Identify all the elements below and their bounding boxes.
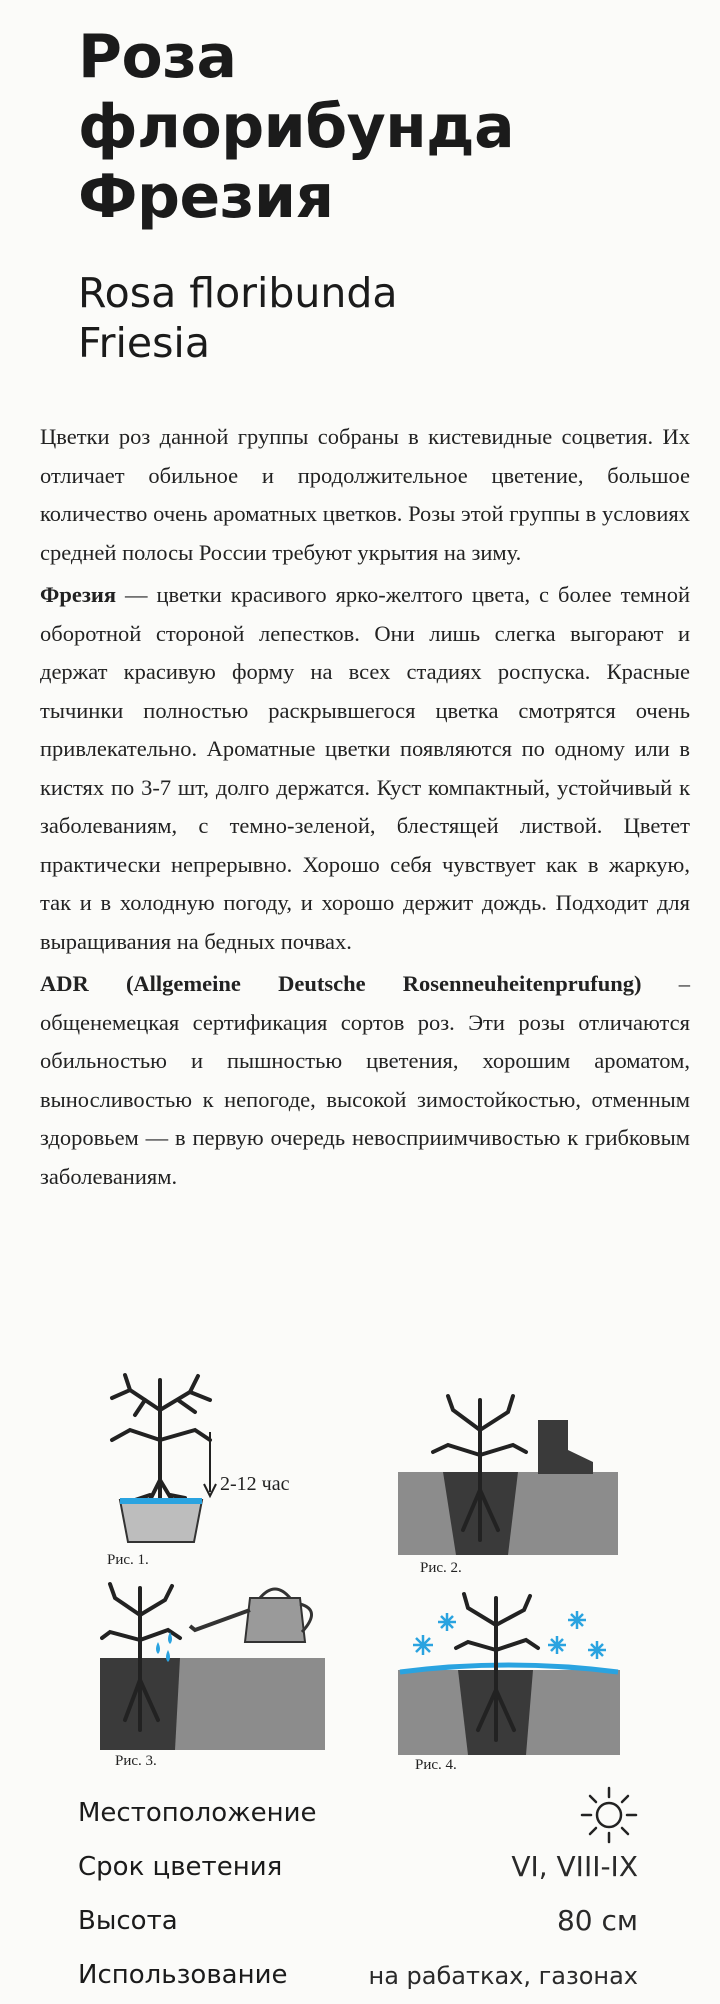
latin-name-line: Rosa floribunda <box>78 269 398 317</box>
info-label: Срок цветения <box>78 1852 283 1882</box>
title-line: Фрезия <box>78 162 334 232</box>
info-row-bloom-period <box>78 1852 638 1896</box>
bucket-icon <box>120 1500 202 1542</box>
info-label: Местоположение <box>78 1798 317 1828</box>
paragraph-lead: ADR (Allgemeine Deutsche Rosenneuheitenprufung) <box>40 971 642 996</box>
info-value: VI, VIII-IX <box>511 1850 638 1883</box>
figure-1-caption: Рис. 1. <box>107 1552 149 1568</box>
figure-2-caption: Рис. 2. <box>420 1560 462 1576</box>
figure-3-caption: Рис. 3. <box>115 1753 157 1769</box>
info-value: 80 см <box>556 1904 638 1937</box>
figure-3-watering <box>100 1580 325 1750</box>
paragraph <box>40 418 690 572</box>
water-drops <box>156 1632 172 1662</box>
latin-name <box>78 268 398 368</box>
latin-name-line: Friesia <box>78 319 210 367</box>
water-line <box>120 1498 202 1504</box>
paragraph <box>40 576 690 961</box>
paragraph-lead: Фрезия <box>40 582 117 607</box>
info-label: Использование <box>78 1960 288 1990</box>
paragraph-text: — цветки красивого ярко-желтого цвета, с более темной оборотной стороной лепестков. Они лишь слегка выгорают и держат красивую форму на всех стадиях роспуска. Красные тычинки полностью раскрывшегося цветка смотрятся очень привлекательно. Ароматные цветки появляются по одному или в кистях по 3-7 шт, долго держатся. Куст компактный, устойчивый к заболеваниям, с темно-зеленой, блестящей листвой. Цветет практически непрерывно. Хорошо себя чувствует как в жаркую, так и в холодную погоду, и хорошо держит дождь. Подходит для выращивания на бедных почвах. <box>40 582 690 954</box>
info-value: на рабатках, газонах <box>368 1962 638 1990</box>
paragraph-text: – общенемецкая сертификация сортов роз. Эти розы отличаются обильностью и пышностью цветения, хорошим ароматом, выносливостью к непогоде, высокой зимостойкостью, отменным здоровьем — в первую очередь невосприимчивостью к грибковым заболеваниям. <box>40 971 691 1189</box>
figure-2-planting <box>398 1390 618 1555</box>
figure-4-winter-cover <box>398 1590 620 1755</box>
page-title <box>78 22 514 232</box>
description <box>40 418 690 1200</box>
info-row-location <box>78 1798 638 1842</box>
info-row-usage <box>78 1960 638 2004</box>
sun-icon <box>580 1786 638 1844</box>
info-label: Высота <box>78 1906 178 1936</box>
info-row-height <box>78 1906 638 1950</box>
watering-can-icon <box>190 1589 312 1642</box>
paragraph <box>40 965 690 1196</box>
boot-icon <box>538 1420 593 1474</box>
soak-duration: 2-12 час <box>220 1473 290 1495</box>
paragraph-text: Цветки роз данной группы собраны в кистевидные соцветия. Их отличает обильное и продолжительное цветение, большое количество очень ароматных цветков. Розы этой группы в условиях средней полосы России требуют укрытия на зиму. <box>40 424 690 565</box>
down-arrow-icon <box>200 1430 220 1500</box>
title-line: Роза <box>78 22 237 92</box>
figure-4-caption: Рис. 4. <box>415 1757 457 1773</box>
title-line: флорибунда <box>78 92 515 162</box>
